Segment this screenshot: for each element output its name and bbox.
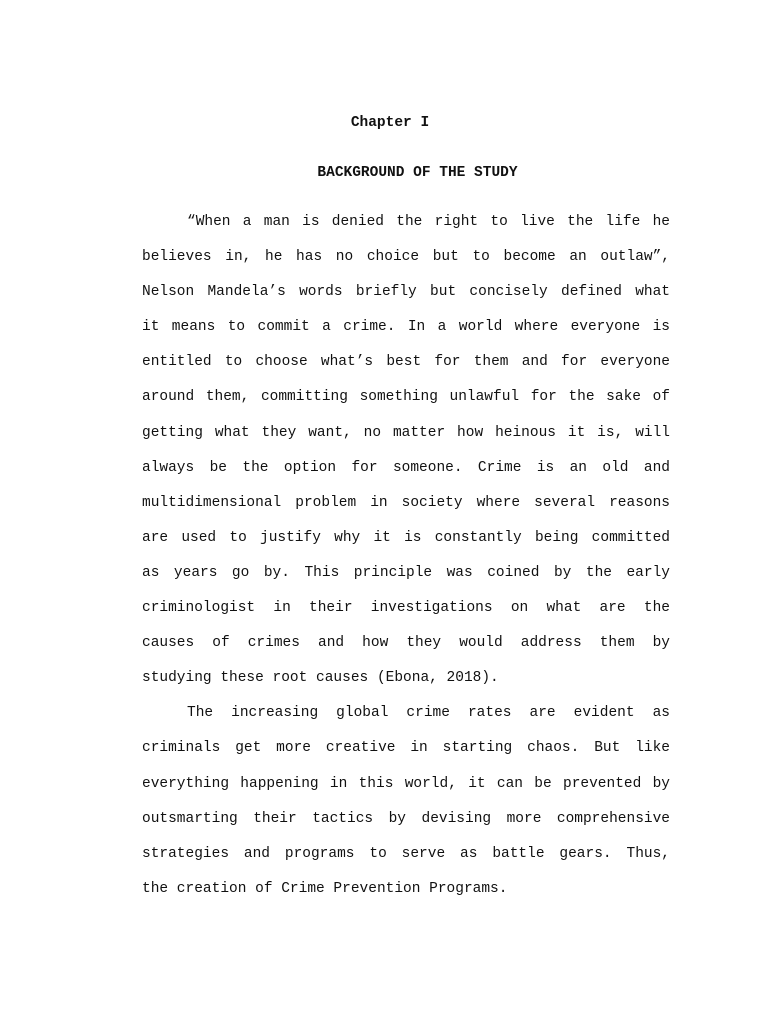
paragraph-line: Nelson Mandela’s words briefly but concisely defined what: [142, 284, 670, 301]
paragraph-line: believes in, he has no choice but to become an outlaw”,: [142, 249, 670, 266]
paragraph-line: getting what they want, no matter how heinous it is, will: [142, 424, 670, 441]
body-text: [142, 205, 670, 907]
paragraph-line: the creation of Crime Prevention Programs.: [142, 880, 508, 897]
chapter-title: Chapter I: [350, 115, 430, 131]
paragraph-line: around them, committing something unlawful for the sake of: [142, 389, 670, 406]
section-title: BACKGROUND OF THE STUDY: [317, 165, 518, 181]
paragraph-line: entitled to choose what’s best for them and for everyone: [142, 354, 670, 371]
paragraph-line: causes of crimes and how they would address them by: [142, 635, 670, 652]
paragraph-line: strategies and programs to serve as battle gears. Thus,: [142, 845, 670, 862]
paragraph-line: criminals get more creative in starting chaos. But like: [142, 740, 670, 757]
paragraph-line: it means to commit a crime. In a world where everyone is: [142, 319, 670, 336]
paragraph-line: criminologist in their investigations on what are the: [142, 600, 670, 617]
paragraph-line: as years go by. This principle was coined by the early: [142, 564, 670, 581]
paragraph-line: studying these root causes (Ebona, 2018).: [142, 670, 499, 687]
paragraph-line: always be the option for someone. Crime is an old and: [142, 459, 670, 476]
paragraph-line: outsmarting their tactics by devising more comprehensive: [142, 810, 670, 827]
paragraph-line: everything happening in this world, it can be prevented by: [142, 775, 670, 792]
paragraph-line: “When a man is denied the right to live the life he: [187, 214, 670, 230]
paragraph-2: [142, 696, 670, 907]
paragraph-1: [142, 205, 670, 696]
paragraph-line: multidimensional problem in society where several reasons: [142, 494, 670, 511]
paragraph-line: The increasing global crime rates are evident as: [187, 705, 670, 722]
paragraph-line: are used to justify why it is constantly being committed: [142, 529, 670, 546]
